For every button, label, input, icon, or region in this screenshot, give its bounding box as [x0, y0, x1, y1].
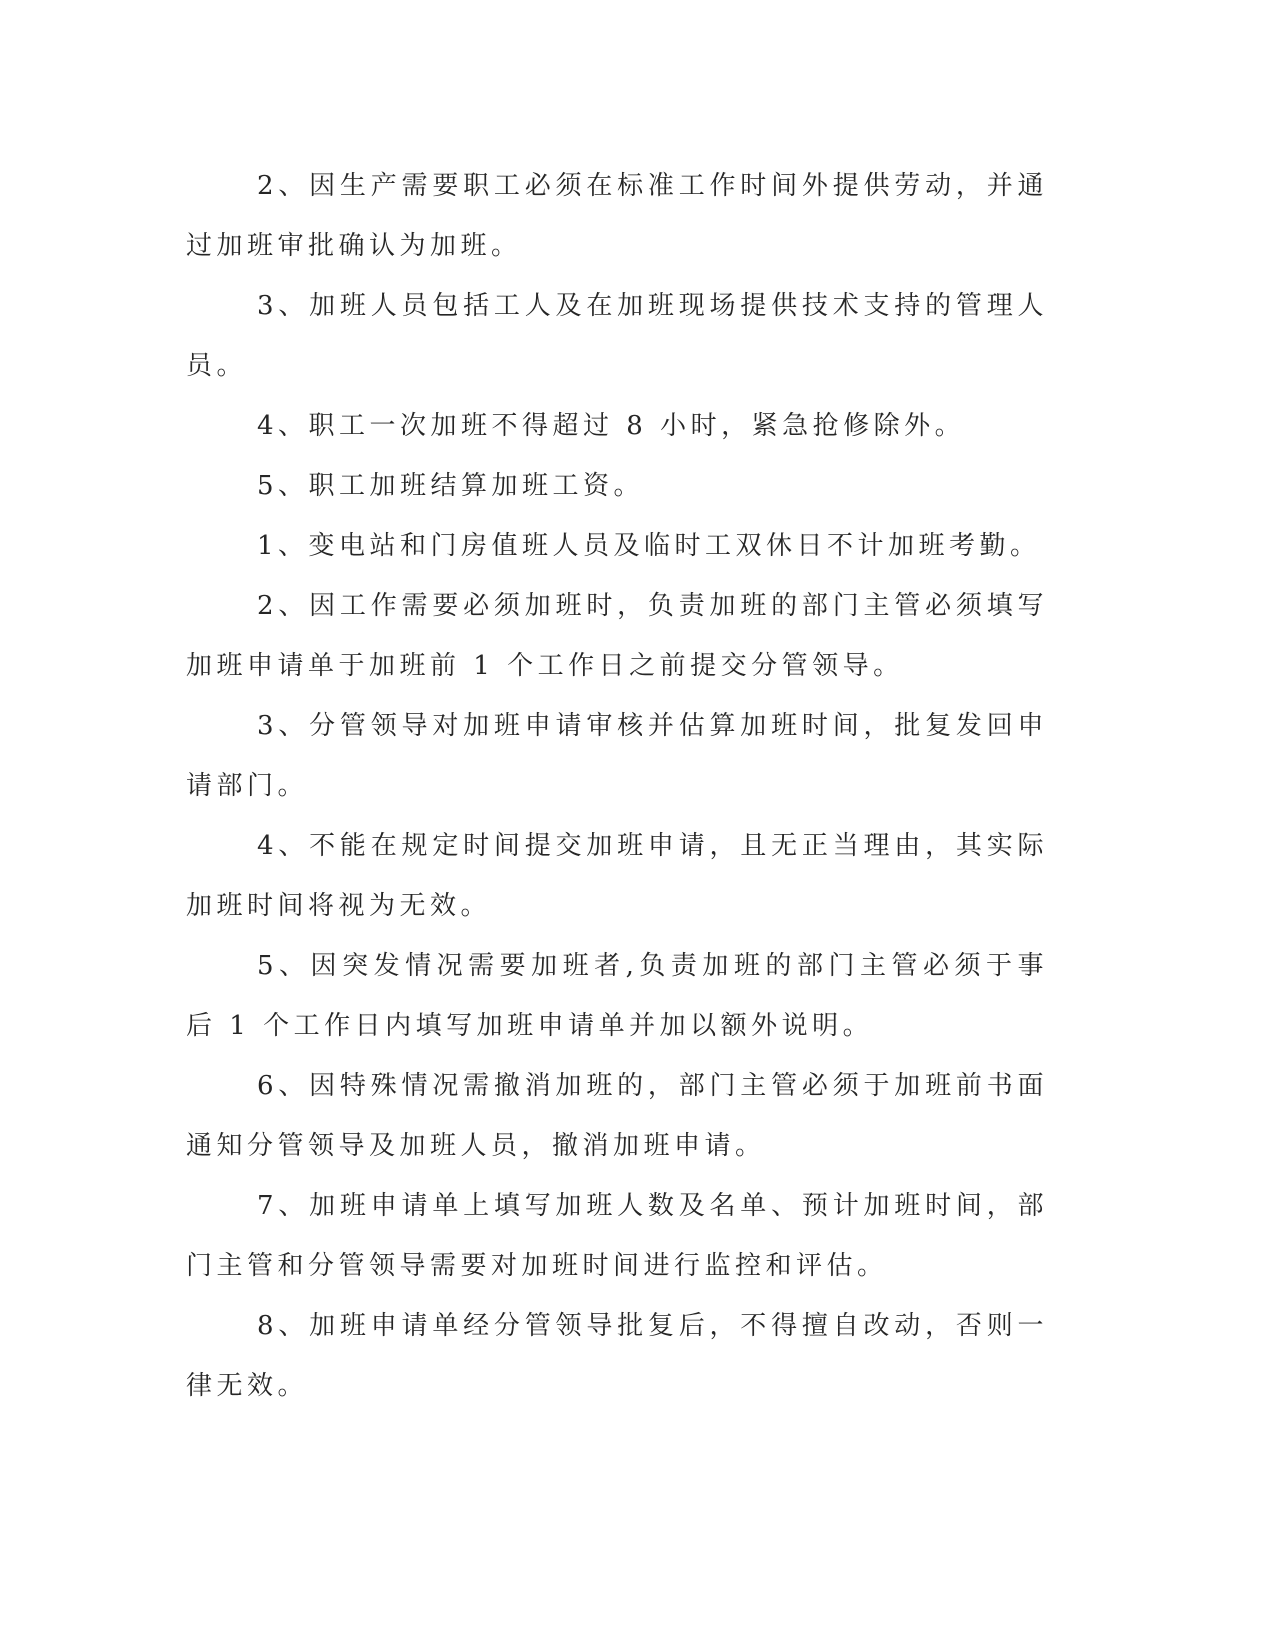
paragraph-5: 1、变电站和门房值班人员及临时工双休日不计加班考勤。 [257, 531, 1041, 561]
paragraph-2: 3、加班人员包括工人及在加班现场提供技术支持的管理人员。 [186, 291, 1048, 381]
paragraph-3: 4、职工一次加班不得超过 8 小时，紧急抢修除外。 [257, 411, 966, 441]
paragraph-6: 2、因工作需要必须加班时，负责加班的部门主管必须填写加班申请单于加班前 1 个工作日之前提交分管领导。 [186, 591, 1048, 681]
paragraph-9: 5、因突发情况需要加班者,负责加班的部门主管必须于事后 1 个工作日内填写加班申请单并加以额外说明。 [186, 951, 1048, 1041]
document-body [186, 156, 1048, 1416]
paragraph-10: 6、因特殊情况需撤消加班的，部门主管必须于加班前书面通知分管领导及加班人员，撤消加班申请。 [186, 1071, 1048, 1161]
paragraph-12: 8、加班申请单经分管领导批复后，不得擅自改动，否则一律无效。 [186, 1311, 1048, 1401]
paragraph-1: 2、因生产需要职工必须在标准工作时间外提供劳动，并通过加班审批确认为加班。 [186, 171, 1048, 261]
paragraph-7: 3、分管领导对加班申请审核并估算加班时间，批复发回申请部门。 [186, 711, 1048, 801]
paragraph-11: 7、加班申请单上填写加班人数及名单、预计加班时间，部门主管和分管领导需要对加班时间进行监控和评估。 [186, 1191, 1048, 1281]
paragraph-4: 5、职工加班结算加班工资。 [257, 471, 645, 501]
paragraph-8: 4、不能在规定时间提交加班申请，且无正当理由，其实际加班时间将视为无效。 [186, 831, 1048, 921]
